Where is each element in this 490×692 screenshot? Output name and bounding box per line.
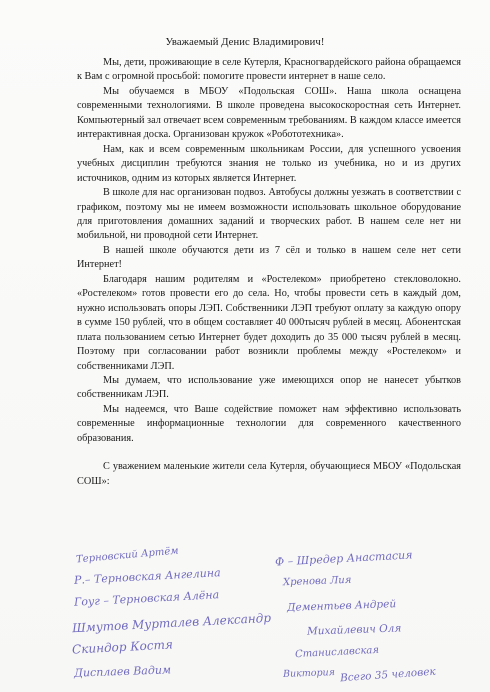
signature: Ф – Шредер Анастасия [274, 548, 413, 569]
signature: Терновский Артём [75, 545, 180, 566]
letter-paragraph: Мы надеемся, что Ваше содействие поможет нам эффективно использовать современные информационные технологии для современного качественного образования. [77, 403, 461, 444]
signature: Шмутов Мурталев Александр [71, 610, 272, 636]
signature: Виктория [282, 667, 336, 680]
signatures-block [70, 544, 480, 692]
letter-body [77, 56, 461, 489]
signature: Михайлевич Оля [306, 622, 402, 638]
letter-paragraph: Нам, как и всем современным школьникам России, для успешного усвоения учебных дисциплин требуются знания не только из учебника, но и из других источников, одним из которых является Интернет. [77, 143, 461, 184]
signature: Дементьев Андрей [286, 598, 397, 614]
signature: Хренова Лия [282, 574, 352, 589]
letter-paragraph: Мы, дети, проживающие в селе Кутерля, Красногвардейского района обращаемся к Вам с огромной просьбой: помогите провести интернет в наше село. [77, 57, 461, 83]
letter-paragraph: Мы думаем, что использование уже имеющихся опор не нанесет убытков собственникам ЛЭП. [77, 374, 461, 401]
letter-closing: С уважением маленькие жители села Кутерля, обучающиеся МБОУ «Подольская СОШ»: [77, 461, 461, 487]
letter-paragraph: Благодаря нашим родителям и «Ростелеком» приобретено стекловолокно. «Ростелеком» готов провести его до села. Но, чтобы провести сеть в каждый дом, нужно использовать опоры ЛЭП. Собственники ЛЭП требуют оплату за каждую опору в сумме 150 рублей, что в общем составляет 40 000тысяч рублей в месяц. Абонентская плата пользованием сетью Интернет будет доходить до 35 000 тысяч рублей в месяц. Поэтому при согласовании работ возникли проблемы между «Ростелеком» и собственниками ЛЭП. [77, 273, 461, 372]
letter-paragraph: Мы обучаемся в МБОУ «Подольская СОШ». Наша школа оснащена современными технологиями. В школе проведена высокоскоростная сеть Интернет. Компьютерный зал отвечает всем современным требованиям. В каждом классе имеется интерактивная доска. Организован кружок «Робототехника». [77, 85, 461, 141]
signature: Скиндор Костя [71, 637, 174, 657]
signature-total-note: Всего 35 человек [339, 665, 437, 685]
signature: Станиславская [294, 644, 380, 661]
letter-paragraph: В нашей школе обучаются дети из 7 сёл и только в нашем селе нет сети Интернет! [77, 244, 461, 271]
signature: Дисплаев Вадим [73, 663, 172, 680]
signature: Р.– Терновская Ангелина [73, 566, 221, 587]
signature: Гоуг – Терновская Алёна [73, 588, 220, 609]
letter-salutation: Уважаемый Денис Владимирович! [165, 37, 325, 48]
letter-paragraph: В школе для нас организован подвоз. Автобусы должны уезжать в соответствии с графиком, поэтому мы не имеем возможности использовать школьное оборудование для приготовления домашних заданий и творческих работ. В нашем селе нет ни мобильной, ни проводной сети Интернет. [77, 187, 461, 242]
